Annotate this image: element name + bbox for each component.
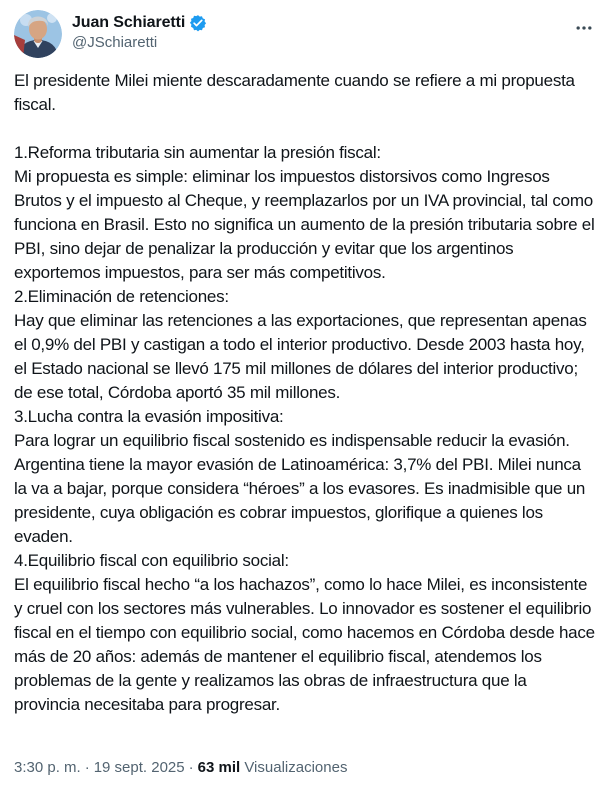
timestamp-date[interactable]: 19 sept. 2025 <box>93 759 185 776</box>
views-label: Visualizaciones <box>244 759 348 776</box>
profile-photo-icon <box>14 10 62 58</box>
meta-separator: · <box>84 759 90 776</box>
section-4-heading: 4.Equilibrio fiscal con equilibrio social: <box>14 551 289 570</box>
tweet-section-3 <box>14 405 596 549</box>
section-3-heading: 3.Lucha contra la evasión impositiva: <box>14 407 284 426</box>
author-handle[interactable]: @JSchiaretti <box>72 34 158 51</box>
avatar[interactable] <box>14 10 62 58</box>
section-4-body: El equilibrio fiscal hecho “a los hachazos”, como lo hace Milei, es inconsistente y cruel con los sectores más vulnerables. Lo innovador es sostener el equilibrio fiscal en el tiempo con equilibrio social, como hacemos en Córdoba desde hace más de 20 años: además de mantener el equilibrio fiscal, atendemos los problemas de la gente y realizamos las obras de infraestructura que la provincia necesitaba para progresar. <box>14 575 595 714</box>
section-2-body: Hay que eliminar las retenciones a las exportaciones, que representan apenas el 0,9% del PBI y castigan a todo el interior productivo. Desde 2003 hasta hoy, el Estado nacional se llevó 175 mil millones de dólares del interior productivo; de ese total, Córdoba aportó 35 mil millones. <box>14 311 587 402</box>
views-count: 63 mil <box>197 759 241 776</box>
tweet-text <box>14 69 596 717</box>
tweet-section-1 <box>14 141 596 285</box>
more-options-button[interactable] <box>572 16 596 40</box>
tweet-header <box>14 10 596 58</box>
timestamp-time[interactable]: 3:30 p. m. <box>14 759 81 776</box>
tweet-section-4 <box>14 549 596 717</box>
ellipsis-icon <box>574 18 594 38</box>
author-id-block <box>72 10 207 53</box>
meta-separator: · <box>188 759 194 776</box>
section-1-heading: 1.Reforma tributaria sin aumentar la presión fiscal: <box>14 143 381 162</box>
section-1-body: Mi propuesta es simple: eliminar los impuestos distorsivos como Ingresos Brutos y el impuesto al Cheque, y reemplazarlos por un IVA provincial, tal como funciona en Brasil. Esto no significa un aumento de la presión tributaria sobre el PBI, sino dejar de penalizar la producción y evitar que los argentinos exportemos impuestos, para ser más competitivos. <box>14 167 595 282</box>
section-3-body: Para lograr un equilibrio fiscal sostenido es indispensable reducir la evasión. Argentina tiene la mayor evasión de Latinoamérica: 3,7% del PBI. Milei nunca la va a bajar, porque considera “héroes” a los evasores. Es inadmisible que un presidente, cuya obligación es cobrar impuestos, glorifique a quienes los evaden. <box>14 431 586 546</box>
verified-badge-icon <box>189 14 207 32</box>
tweet-meta-footer <box>14 758 596 778</box>
tweet-section-2 <box>14 285 596 405</box>
section-2-heading: 2.Eliminación de retenciones: <box>14 287 229 306</box>
tweet-intro-paragraph: El presidente Milei miente descaradamente cuando se refiere a mi propuesta fiscal. <box>14 71 575 114</box>
author-name-row <box>72 13 207 33</box>
author-display-name[interactable]: Juan Schiaretti <box>72 14 186 31</box>
